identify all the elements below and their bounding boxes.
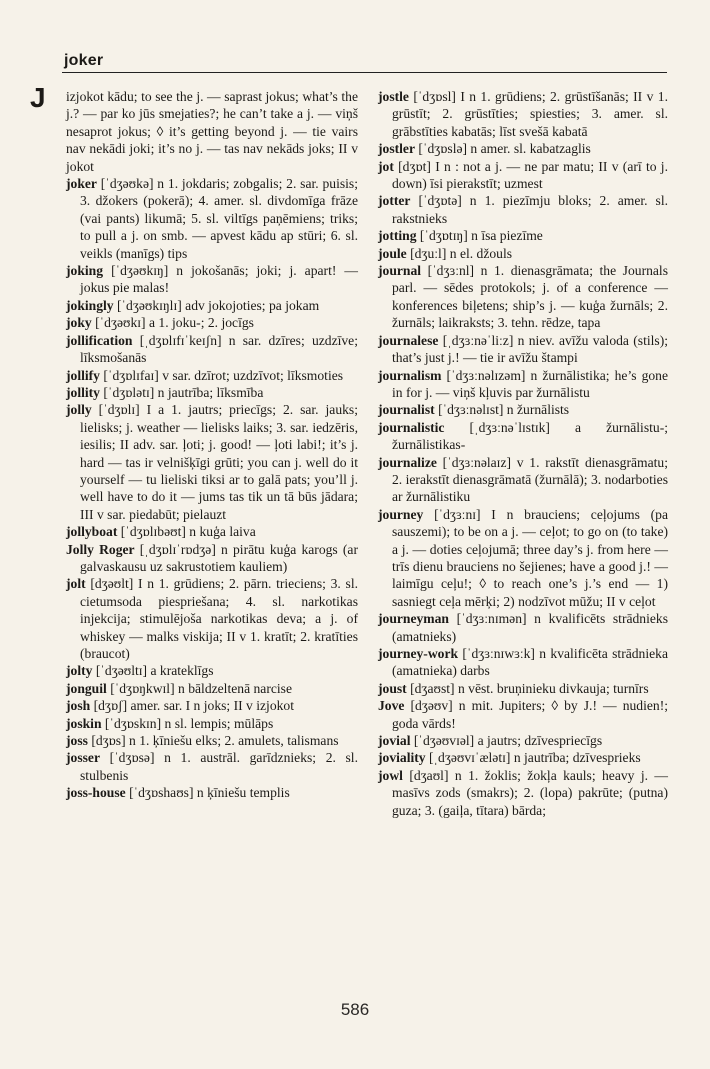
dictionary-entry [66,541,358,576]
dictionary-entry [378,419,668,454]
dictionary-entry [66,662,358,679]
thumb-index-letter: J [30,82,46,113]
entry-definition: [dʒəʊlt] I n 1. grūdiens; 2. pārn. trieciens; 3. sl. cietumsoda piespriešana; 4. sl. narkotikas injekcija; stimulējoša narkotikas deva; a j. of whiskey — malks viskija; II v 1. kratīt; 2. kratīties (braucot) [80,576,359,661]
entry-definition: [ˈdʒəʊkɪŋ] n jokošanās; joki; j. apart! — jokus pie malas! [80,263,358,296]
running-head-word: joker [64,52,104,69]
dictionary-entry [66,314,358,331]
dictionary-entry [378,454,668,506]
entry-definition: [ˌdʒɒlɪfɪˈkeɪʃn] n sar. dzīres; uzdzīve; līksmošanās [80,332,358,366]
entry-headword: journey [378,506,424,522]
dictionary-entry [66,732,358,749]
entry-headword: jowl [378,767,403,783]
entry-definition: [ˈdʒɜːnl] n 1. dienasgrāmata; the Journals parl. — sēdes protokols; j. of a conference — konferences biļetens; ship’s j. — kuģa žurnāls; 2. žurnāls; laikraksts; 3. tehn. rēdze, tapa [392,263,668,331]
entry-definition: [ˈdʒɒlɪbəʊt] n kuģa laiva [120,524,256,540]
entry-headword: journalism [378,367,442,383]
entry-definition: [ˈdʒɒsə] n 1. austrāl. garīdznieks; 2. sl. stulbenis [80,750,358,783]
entry-definition: [ˈdʒəʊkɪ] a 1. joku-; 2. jocīgs [95,315,254,331]
entry-headword: Jolly Roger [66,541,135,557]
entry-definition: [ˌdʒəʊvɪˈælətɪ] n jautrība; dzīvesprieks [428,750,641,766]
entry-headword: joss [66,733,88,749]
dictionary-entry [66,523,358,540]
entry-headword: josh [66,698,91,714]
dictionary-entry [378,367,668,402]
dictionary-entry [66,715,358,732]
dictionary-entry [66,88,358,175]
dictionary-entry [66,680,358,697]
dictionary-entry [66,697,358,714]
entry-headword: Jove [378,698,405,714]
dictionary-entry [378,610,668,645]
entry-definition: [ˈdʒəʊkɪŋlɪ] adv jokojoties; pa jokam [117,297,320,313]
entry-headword: journey-work [378,646,459,661]
dictionary-entry [378,732,668,749]
entry-headword: jotting [378,228,417,244]
dictionary-entry [378,680,668,697]
entry-definition: [ˈdʒɜːnɪwɜːk] n kvalificēta strādnieka (amatnieka) darbs [392,646,668,679]
dictionary-entry [66,297,358,314]
entry-definition: [ˈdʒɒtə] n 1. piezīmju bloks; 2. amer. sl. rakstnieks [392,193,668,226]
entry-definition: [ˈdʒɒshaʊs] n ķīniešu templis [129,785,290,801]
entry-headword: jotter [378,193,411,209]
dictionary-entry [66,749,358,784]
entry-definition: [ˈdʒɒsl] I n 1. grūdiens; 2. grūstīšanās; II v 1. grūstīt; 2. grūstīties; spiesties; 3. amer. sl. grābstīties kabatās; līst svešā kabatā [392,89,668,139]
entry-headword: jovial [378,733,411,749]
entry-headword: jonguil [66,680,107,696]
dictionary-entry [66,784,358,801]
entry-headword: joviality [378,750,426,766]
entry-headword: jollity [66,384,100,400]
dictionary-entry [378,767,668,819]
entry-headword: jollify [66,367,100,383]
entry-definition: [ˈdʒəʊkə] n 1. jokdaris; zobgalis; 2. sar. puisis; 3. džokers (pokerā); 4. amer. sl. divdomīga frāze (vai pants) likumā; 5. sl. viltīgs paņēmiens; triks; to pull a j. on smb. — apvest kādu ap stūri; 6. sl. veikls (manīgs) tips [80,176,358,261]
dictionary-entry [378,749,668,766]
entry-headword: jollification [66,332,133,348]
entry-headword: journalist [378,402,435,418]
entry-definition: [ˈdʒɒlətɪ] n jautrība; līksmība [103,384,264,400]
entry-definition: [ˈdʒɜːnɪmən] n kvalificēts strādnieks (amatnieks) [392,611,668,644]
entry-definition: [ˈdʒɜːnɪ] I n brauciens; ceļojums (pa sauszemi); to be on a j. — ceļot; to go on (to take) a j. — doties ceļojumā; three day’s j. from here — trīs dienu brauciens no šejienes; have a good j.! — laimīgu ceļu!; ◊ to reach one’s j.’s end — 1) sasniegt ceļa mērķi; 2) nodzīvot mūžu; II v ceļot [392,506,668,609]
entry-definition: izjokot kādu; to see the j. — saprast jokus; what’s the j.? — par ko jūs smejaties?; he can’t take a j. — viņš nesaprot jokus; ◊ it’s getting beyond j. — tie vairs nav nekādi joki; it’s no j. — tas nav nekāds joks; II v jokot [66,89,358,174]
dictionary-entry [66,384,358,401]
entry-definition: [ˌdʒɜːnəˈlɪstɪk] a žurnālistu-; žurnālistikas- [392,419,668,453]
entry-headword: journalistic [378,419,445,435]
dictionary-entry [378,697,668,732]
entry-definition: [ˈdʒɒŋkwɪl] n bāldzeltenā narcise [110,680,292,696]
dictionary-entry [378,158,668,193]
entry-definition: [dʒɒʃ] amer. sar. I n joks; II v izjokot [93,698,294,714]
entry-headword: joskin [66,715,102,731]
entry-definition: [dʒaʊl] n 1. žoklis; žokļa kauls; heavy j. — masīvs zods (smakrs); 2. (lopa) pakrūte; (putna) guza; 3. (gaiļa, tītara) bārda; [392,767,669,818]
dictionary-entry [378,227,668,244]
entry-headword: journalize [378,454,437,470]
dictionary-entry [66,175,358,262]
entry-headword: joust [378,680,407,696]
entry-definition: [ˈdʒɒtɪŋ] n īsa piezīme [419,228,543,244]
dictionary-entry [378,192,668,227]
entry-headword: journalese [378,332,439,348]
entry-headword: jolt [66,576,86,592]
dictionary-entry [66,367,358,384]
entry-definition: [ˈdʒɒskɪn] n sl. lempis; mūlāps [104,715,274,731]
dictionary-entry [66,575,358,662]
entry-headword: jolty [66,663,93,679]
entry-headword: jolly [66,402,92,418]
dictionary-entry [378,401,668,418]
dictionary-entry [378,506,668,610]
dictionary-entry [378,332,668,367]
entry-definition: [ˈdʒɒlɪ] I a 1. jautrs; priecīgs; 2. sar. jauks; lielisks; j. weather — lielisks laiks; 3. sar. iedzēris, iesilis; II adv. sar. ļoti; j. good! — ļoti labi!; it’s j. hard — tas ir velnišķīgi grūti; you can j. well do it yourself — tu lieliski tiksi ar to galā pats; you’ll j. well have to do it — jums tas tik un tā būs jādara; III v sar. piedabūt; pielauzt [80,402,358,522]
entry-definition: [ˌdʒɒlɪˈrɒdʒə] n pirātu kuģa karogs (ar galvaskausu uz sakrustotiem kauliem) [80,541,358,574]
entry-headword: joule [378,245,407,261]
entry-definition: [dʒɒs] n 1. ķīniešu elks; 2. amulets, talismans [91,733,339,749]
dictionary-entry [378,645,668,680]
entry-definition: [ˈdʒəʊltɪ] a krateklīgs [95,663,214,679]
entry-definition: [ˈdʒɜːnəlɪst] n žurnālists [438,402,570,418]
entry-definition: [ˈdʒɜːnəlaɪz] v 1. rakstīt dienasgrāmatu; 2. ierakstīt dienasgrāmatā (žurnālā); 3. nodarboties ar žurnālistiku [392,454,668,505]
dictionary-entry [66,262,358,297]
entry-definition: [ˌdʒɜːnəˈliːz] n niev. avīžu valoda (stils); that’s just j.! — tie ir avīžu štampi [392,332,668,366]
dictionary-entry [66,332,358,367]
entry-definition: [ˈdʒəʊvɪəl] a jautrs; dzīvespriecīgs [413,733,603,749]
entry-definition: [ˈdʒɒslə] n amer. sl. kabatzaglis [418,141,591,157]
entry-headword: joker [66,176,97,192]
entry-headword: journal [378,263,422,279]
entry-definition: [dʒaʊst] n vēst. bruņinieku divkauja; turnīrs [410,680,649,696]
entry-headword: joking [66,263,104,279]
entry-definition: [ˈdʒɜːnəlɪzəm] n žurnālistika; he’s gone in for j. — viņš kļuvis par žurnālistu [392,367,668,400]
entry-headword: josser [66,750,100,766]
entry-headword: jostler [378,141,415,157]
entry-definition: [dʒɒt] I n : not a j. — ne par matu; II v (arī to j. down) īsi pierakstīt; uzmest [392,158,668,192]
running-head [62,50,667,73]
right-column [378,88,668,819]
dictionary-entry [378,140,668,157]
entry-definition: [ˈdʒɒlɪfaɪ] v sar. dzīrot; uzdzīvot; līksmoties [103,367,344,383]
dictionary-entry [378,245,668,262]
entry-headword: joss-house [66,785,126,801]
dictionary-entry [378,262,668,332]
entry-definition: [dʒəʊv] n mit. Jupiters; ◊ by J.! — nudien!; goda vārds! [392,698,669,731]
page-number: 586 [340,1000,370,1019]
entry-headword: journeyman [378,611,449,627]
left-column [66,88,358,802]
entry-headword: jollyboat [66,524,118,540]
entry-definition: [dʒuːl] n el. džouls [410,245,513,261]
entry-headword: jokingly [66,297,114,313]
dictionary-entry [378,88,668,140]
entry-headword: jot [378,158,394,174]
entry-headword: jostle [378,89,409,104]
dictionary-entry [66,401,358,523]
entry-headword: joky [66,315,92,331]
